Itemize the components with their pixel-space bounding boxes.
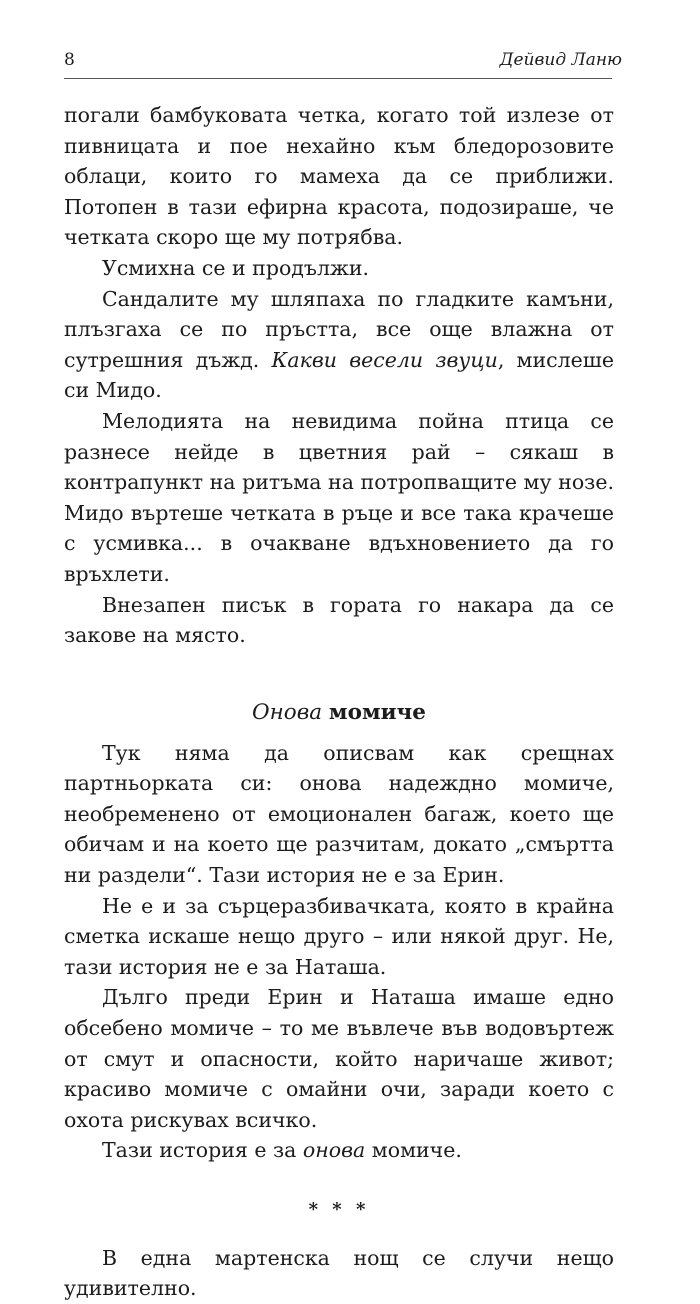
- paragraph-text: Сандалите му шляпаха по гладките камъни, плъзгаха се по пръстта, все още влажна от сутрешния дъжд.: [64, 286, 614, 372]
- author-name: Дейвид Ланю: [499, 50, 622, 70]
- heading-bold: момиче: [328, 699, 426, 725]
- running-header: [64, 48, 622, 79]
- paragraph-text: Тази история е за: [102, 1138, 297, 1163]
- paragraph: [64, 284, 614, 406]
- section-heading: [64, 698, 614, 728]
- paragraph: Внезапен писък в гората го накара да се закове на място.: [64, 592, 614, 648]
- paragraph: Тук няма да описвам как срещнах партньорката си: онова надеждно момиче, необременено от емоционален багаж, което ще обичам и на което ще разчитам, докато „смъртта ни раздели“. Тази история не е за Ерин.: [64, 740, 614, 888]
- page-body: [64, 100, 614, 1304]
- paragraph: Не е и за сърцеразбивачката, която в крайна сметка искаше нещо друго – или някой друг. Не, тази история не е за Наташа.: [64, 893, 614, 979]
- paragraph: [64, 1135, 614, 1166]
- heading-italic: Онова: [252, 699, 323, 725]
- paragraph: погали бамбуковата четка, когато той излезе от пивницата и пое нехайно към бледорозовите облаци, които го мамеха да се приближи. Потопен в тази ефирна красота, подозираше, че четката скоро ще му потрябва.: [64, 103, 614, 250]
- italic-phrase: Какви весели звуци: [271, 347, 498, 372]
- paragraph-text: момиче.: [371, 1138, 462, 1163]
- scene-break: * * *: [308, 1199, 370, 1220]
- paragraph: Усмихна се и продължи.: [102, 255, 370, 280]
- italic-word: онова: [302, 1138, 366, 1163]
- paragraph: Мелодията на невидима пойна птица се разнесе нейде в цветния рай – сякаш в контрапункт на ритъма на потропващите му нозе. Мидо въртеше четката в ръце и все така крачеше с усмивка... в очакване вдъхновението да го връхлети.: [64, 408, 614, 586]
- paragraph-text: , мислеше си Мидо.: [64, 347, 614, 403]
- paragraph: В една мартенска нощ се случи нещо удивително.: [64, 1245, 614, 1301]
- page-number: 8: [64, 50, 75, 70]
- paragraph: Дълго преди Ерин и Наташа имаше едно обсебено момиче – то ме въвлече във водовъртеж от смут и опасности, който наричаше живот; красиво момиче с омайни очи, заради което с охота рискувах всичко.: [64, 985, 614, 1132]
